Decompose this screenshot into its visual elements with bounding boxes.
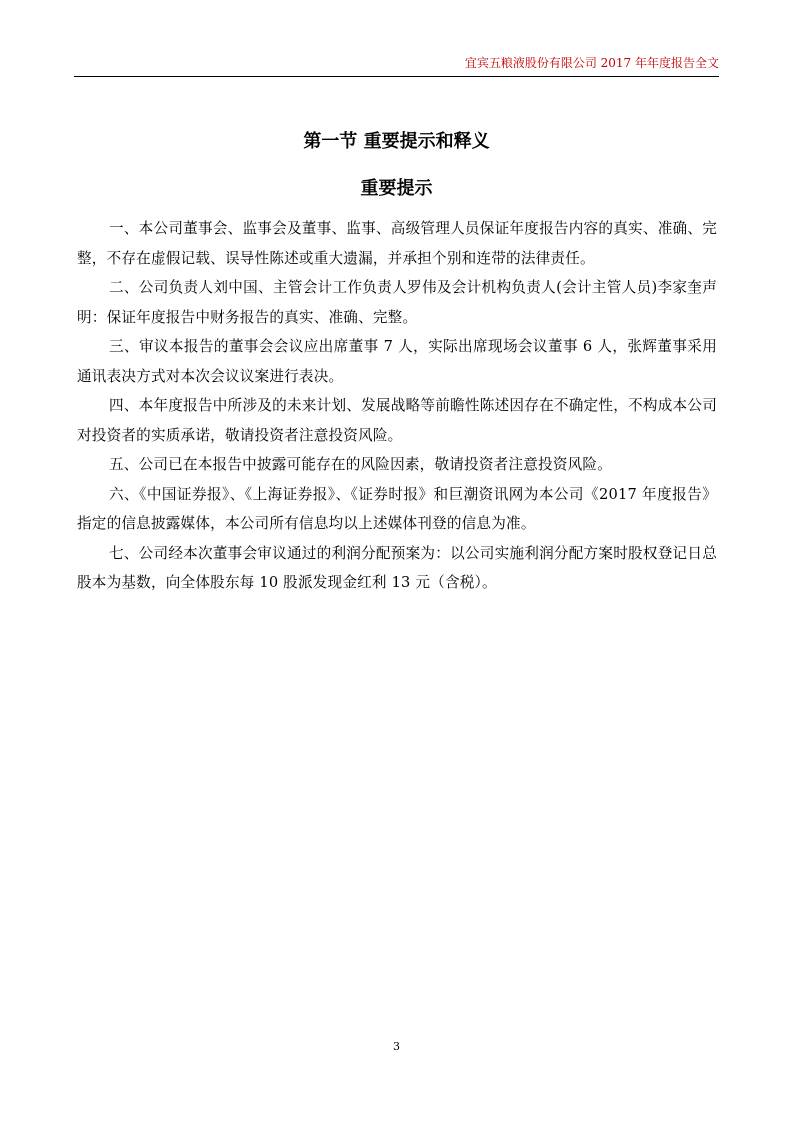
notice-paragraph-1: 一、本公司董事会、监事会及董事、监事、高级管理人员保证年度报告内容的真实、准确、完整，不存在虚假记载、误导性陈述或重大遗漏，并承担个别和连带的法律责任。 [77, 220, 717, 267]
notice-paragraph-6: 六、《中国证券报》、《上海证券报》、《证券时报》和巨潮资讯网为本公司《2017 年度报告》指定的信息披露媒体，本公司所有信息均以上述媒体刊登的信息为准。 [77, 485, 717, 532]
important-notice-heading: 重要提示 [360, 178, 433, 199]
page-number: 3 [393, 1040, 400, 1053]
section-title: 第一节 重要提示和释义 [303, 131, 490, 152]
notice-paragraph-7: 七、公司经本次董事会审议通过的利润分配预案为：以公司实施利润分配方案时股权登记日总股本为基数，向全体股东每 10 股派发现金红利 13 元（含税）。 [77, 544, 717, 591]
notice-paragraph-5: 五、公司已在本报告中披露可能存在的风险因素，敬请投资者注意投资风险。 [109, 456, 612, 473]
header-title: 宜宾五粮液股份有限公司 2017 年年度报告全文 [464, 56, 719, 70]
notice-paragraph-3: 三、审议本报告的董事会会议应出席董事 7 人，实际出席现场会议董事 6 人，张辉董事采用通讯表决方式对本次会议议案进行表决。 [77, 338, 717, 385]
notice-paragraph-2: 二、公司负责人刘中国、主管会计工作负责人罗伟及会计机构负责人(会计主管人员)李家奎声明：保证年度报告中财务报告的真实、准确、完整。 [77, 279, 717, 326]
notice-paragraph-4: 四、本年度报告中所涉及的未来计划、发展战略等前瞻性陈述因存在不确定性，不构成本公司对投资者的实质承诺，敬请投资者注意投资风险。 [77, 397, 717, 444]
page-header [74, 52, 719, 77]
notice-body [77, 214, 717, 598]
